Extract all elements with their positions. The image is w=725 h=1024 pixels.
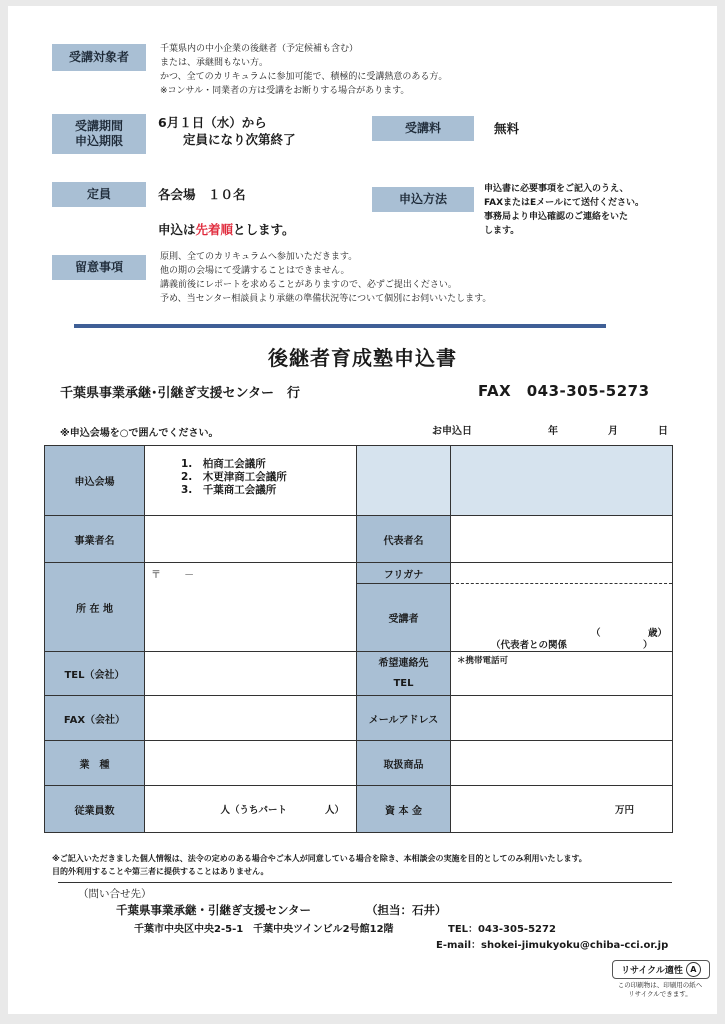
application-flyer (8, 6, 717, 1014)
email-label: メールアドレス (357, 696, 451, 741)
business-name-label: 事業者名 (45, 516, 145, 563)
age-field[interactable]: （ 歳） (591, 628, 668, 639)
form-title: 後継者育成塾申込書 (268, 346, 457, 370)
contact-label-cell (357, 652, 451, 696)
inquiry-heading: （問い合せ先） (78, 888, 152, 900)
center-email: E-mail：shokei-jimukyoku@chiba-cci.or.jp (436, 940, 669, 951)
furigana-label: フリガナ (357, 563, 450, 584)
postal-mark: 〒 － (151, 570, 195, 581)
date-day: 日 (658, 426, 668, 437)
participant-field[interactable] (451, 563, 673, 652)
first-come-highlight: 先着順 (195, 222, 234, 237)
participant-label: 受講者 (388, 614, 419, 625)
venue-option-1[interactable]: 1. 柏商工会議所 (181, 458, 266, 470)
fax-row (45, 696, 673, 741)
period-text: 6月１日（水）から 定員になり次第終了 (158, 115, 296, 147)
recycle-note: この印刷物は、印刷用の紙へ リサイクルできます。 (617, 981, 703, 998)
capital-field[interactable]: 万円 (451, 786, 673, 833)
fax-company-field[interactable] (145, 696, 357, 741)
tel-company-label: TEL（会社） (45, 652, 145, 696)
venue-row (45, 446, 673, 516)
method-label: 申込方法 (372, 187, 474, 212)
relation-field[interactable]: （代表者との関係 ） (491, 640, 653, 651)
employees-row (45, 786, 673, 833)
employees-field[interactable]: 人（うちパート 人） (145, 786, 357, 833)
application-form-table (44, 445, 673, 833)
venue-option-3[interactable]: 3. 千葉商工会議所 (181, 484, 277, 496)
address-field[interactable] (145, 563, 357, 652)
privacy-notice: ※ご記入いただきました個人情報は、法令の定めのある場合やご本人が同意している場合を除き、本相談会の実施を目的としてのみ利用いたします。 目的外利用することや第三者に提供することはありません。 (52, 854, 587, 876)
venue-blank-label (357, 446, 451, 516)
contact-tel-label: TEL (393, 677, 414, 689)
fax-number: FAX 043-305-5273 (478, 382, 650, 400)
tel-company-field[interactable] (145, 652, 357, 696)
recipient-line: 千葉県事業承継･引継ぎ支援センター 行 (60, 386, 300, 401)
footer-rule (58, 882, 672, 883)
venue-options[interactable] (145, 446, 357, 516)
address-label: 所 在 地 (45, 563, 145, 652)
employees-label: 従業員数 (45, 786, 145, 833)
products-label: 取扱商品 (357, 741, 451, 786)
contact-tel-field[interactable] (451, 652, 673, 696)
fee-text: 無料 (494, 121, 520, 136)
capacity-line1: 各会場 １０名 (158, 187, 246, 202)
tel-row (45, 652, 673, 696)
venue-label: 申込会場 (45, 446, 145, 516)
business-row (45, 516, 673, 563)
address-row (45, 563, 673, 652)
mobile-ok-note: ＊携帯電話可 (457, 656, 509, 666)
notes-text: 原則、全てのカリキュラムへ参加いただきます。 他の期の会場にて受講することはできません。 講義前後にレポートを求めることがありますので、必ずご提出ください。 予め、当センター相談員より承継の準備状況等について個別にお伺いいたします。 (160, 252, 492, 304)
center-name: 千葉県事業承継・引継ぎ支援センター (116, 903, 312, 917)
email-field[interactable] (451, 696, 673, 741)
capacity-label: 定員 (52, 182, 146, 207)
contact-label: 希望連絡先 (378, 657, 429, 669)
fee-label: 受講料 (372, 116, 474, 141)
industry-label: 業 種 (45, 741, 145, 786)
industry-row (45, 741, 673, 786)
period-label: 受講期間 申込期限 (52, 114, 146, 154)
capacity-line2-post: とします。 (233, 222, 295, 237)
date-year: 年 (548, 426, 558, 437)
products-field[interactable] (451, 741, 673, 786)
participant-label-cell (357, 563, 451, 652)
method-text: 申込書に必要事項をご記入のうえ、 FAXまたはEメールにて送付ください。 事務局より申込確認のご連絡をいた します。 (484, 184, 644, 236)
notes-label: 留意事項 (52, 255, 146, 280)
business-name-field[interactable] (145, 516, 357, 563)
representative-label: 代表者名 (357, 516, 451, 563)
target-text: 千葉県内の中小企業の後継者（予定候補も含む） または、承継間もない方。 かつ、全てのカリキュラムに参加可能で、積極的に受講熱意のある方。 ※コンサル・同業者の方は受講をお断りする場合があります。 (160, 44, 448, 96)
date-month: 月 (608, 426, 618, 437)
recycle-badge (612, 960, 710, 979)
capacity-line2-pre: 申込は (158, 222, 196, 237)
date-label: お申込日 (432, 426, 472, 437)
recycle-a-icon: A (686, 962, 701, 977)
center-address: 千葉市中央区中央2-5-1 千葉中央ツインビル2号館12階 (134, 924, 394, 935)
contact-person: （担当：石井） (366, 903, 447, 917)
representative-field[interactable] (451, 516, 673, 563)
center-tel: TEL：043-305-5272 (448, 924, 556, 935)
circle-venue-note: ※申込会場を○で囲んでください。 (60, 428, 219, 439)
venue-option-2[interactable]: 2. 木更津商工会議所 (181, 471, 287, 483)
target-label: 受講対象者 (52, 44, 146, 71)
capacity-line2 (158, 204, 295, 238)
venue-blank-field (451, 446, 673, 516)
capital-label: 資 本 金 (357, 786, 451, 833)
recycle-label: リサイクル適性 (621, 966, 683, 976)
industry-field[interactable] (145, 741, 357, 786)
section-divider (74, 324, 606, 328)
furigana-divider (451, 583, 672, 584)
fax-company-label: FAX（会社） (45, 696, 145, 741)
